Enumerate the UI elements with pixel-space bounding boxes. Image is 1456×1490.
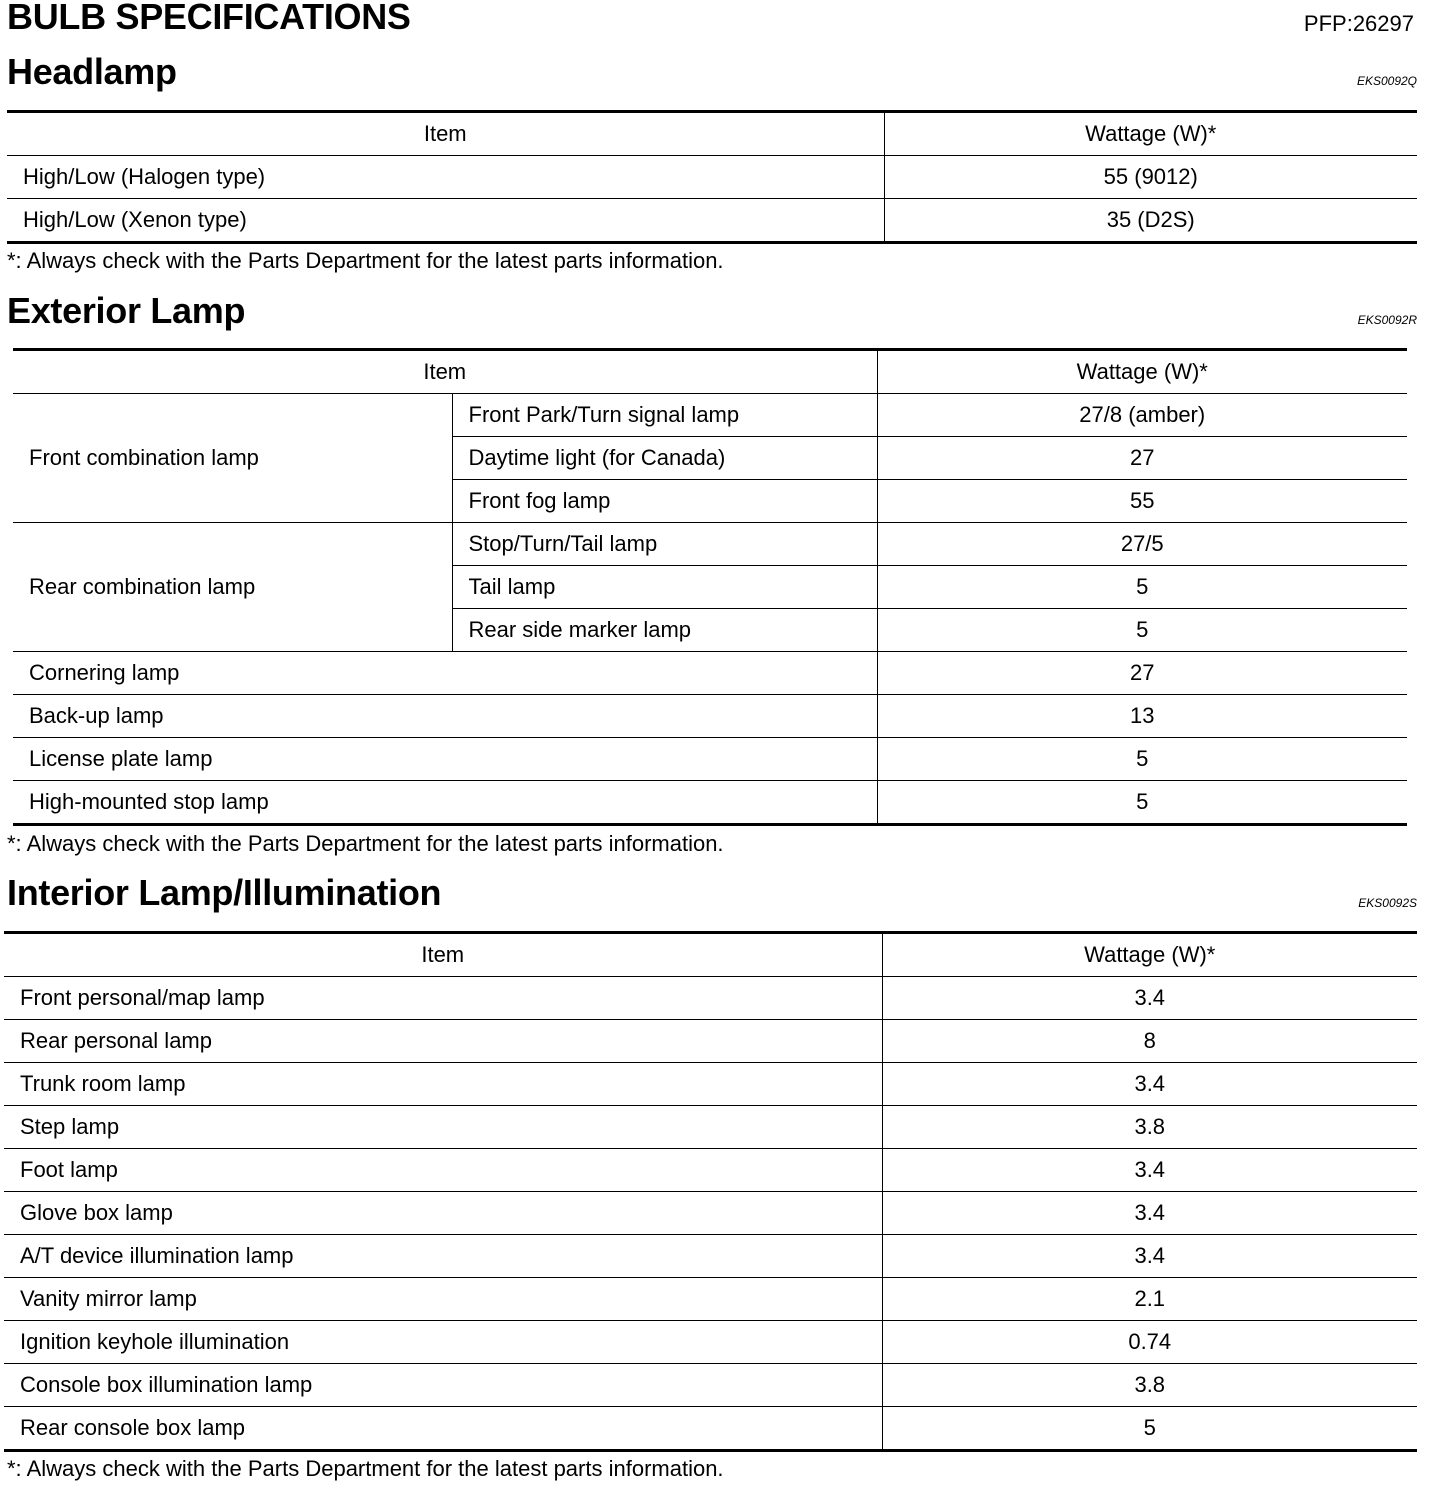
item-cell: Ignition keyhole illumination xyxy=(4,1321,882,1364)
headlamp-table xyxy=(7,110,1417,244)
col-wattage-header: Wattage (W)* xyxy=(877,350,1407,394)
table-row xyxy=(4,1364,1417,1407)
wattage-cell: 3.4 xyxy=(882,977,1417,1020)
pfp-code: PFP:26297 xyxy=(1303,11,1414,36)
exterior-title: Exterior Lamp xyxy=(7,290,246,331)
wattage-cell: 2.1 xyxy=(882,1278,1417,1321)
wattage-cell: 3.4 xyxy=(882,1192,1417,1235)
table-header-row xyxy=(13,350,1407,394)
col-wattage-header: Wattage (W)* xyxy=(884,112,1417,156)
item-cell: Rear personal lamp xyxy=(4,1020,882,1063)
wattage-cell: 3.8 xyxy=(882,1106,1417,1149)
col-wattage-header: Wattage (W)* xyxy=(882,933,1417,977)
wattage-cell: 5 xyxy=(877,609,1407,652)
item-cell: Tail lamp xyxy=(452,566,877,609)
table-row xyxy=(4,1235,1417,1278)
table-row xyxy=(13,781,1407,825)
table-row xyxy=(4,1106,1417,1149)
table-row xyxy=(4,1321,1417,1364)
item-cell: Front personal/map lamp xyxy=(4,977,882,1020)
table-row xyxy=(4,1192,1417,1235)
exterior-code: EKS0092R xyxy=(1357,313,1417,327)
item-cell: Cornering lamp xyxy=(13,652,877,695)
wattage-cell: 8 xyxy=(882,1020,1417,1063)
item-cell: Front fog lamp xyxy=(452,480,877,523)
item-cell: Step lamp xyxy=(4,1106,882,1149)
group-cell: Front combination lamp xyxy=(13,394,452,523)
wattage-cell: 27 xyxy=(877,437,1407,480)
col-item-header: Item xyxy=(13,350,877,394)
headlamp-code: EKS0092Q xyxy=(1356,74,1417,88)
col-item-header: Item xyxy=(4,933,882,977)
headlamp-title: Headlamp xyxy=(7,51,177,92)
item-cell: High-mounted stop lamp xyxy=(13,781,877,825)
wattage-cell: 3.4 xyxy=(882,1149,1417,1192)
wattage-cell: 27 xyxy=(877,652,1407,695)
wattage-cell: 27/8 (amber) xyxy=(877,394,1407,437)
wattage-cell: 55 xyxy=(877,480,1407,523)
headlamp-footnote: *: Always check with the Parts Department for the latest parts information. xyxy=(7,248,724,273)
exterior-table xyxy=(13,348,1407,826)
table-row xyxy=(4,1063,1417,1106)
wattage-cell: 3.4 xyxy=(882,1063,1417,1106)
wattage-cell: 3.8 xyxy=(882,1364,1417,1407)
item-cell: Front Park/Turn signal lamp xyxy=(452,394,877,437)
table-row xyxy=(13,523,1407,566)
table-row xyxy=(4,1278,1417,1321)
item-cell: Glove box lamp xyxy=(4,1192,882,1235)
wattage-cell: 13 xyxy=(877,695,1407,738)
interior-title: Interior Lamp/Illumination xyxy=(7,872,442,913)
wattage-cell: 27/5 xyxy=(877,523,1407,566)
exterior-footnote: *: Always check with the Parts Department for the latest parts information. xyxy=(7,831,724,856)
table-row xyxy=(7,199,1417,243)
item-cell: Rear side marker lamp xyxy=(452,609,877,652)
col-item-header: Item xyxy=(7,112,884,156)
item-cell: Console box illumination lamp xyxy=(4,1364,882,1407)
item-cell: High/Low (Halogen type) xyxy=(7,156,884,199)
table-row xyxy=(4,1407,1417,1451)
item-cell: Vanity mirror lamp xyxy=(4,1278,882,1321)
item-cell: High/Low (Xenon type) xyxy=(7,199,884,243)
wattage-cell: 5 xyxy=(882,1407,1417,1451)
wattage-cell: 3.4 xyxy=(882,1235,1417,1278)
page-title: BULB SPECIFICATIONS xyxy=(7,0,411,37)
item-cell: Daytime light (for Canada) xyxy=(452,437,877,480)
wattage-cell: 5 xyxy=(877,738,1407,781)
table-row xyxy=(13,695,1407,738)
wattage-cell: 5 xyxy=(877,781,1407,825)
interior-code: EKS0092S xyxy=(1358,896,1417,910)
table-header-row xyxy=(7,112,1417,156)
table-row xyxy=(13,652,1407,695)
group-cell: Rear combination lamp xyxy=(13,523,452,652)
item-cell: Trunk room lamp xyxy=(4,1063,882,1106)
item-cell: Stop/Turn/Tail lamp xyxy=(452,523,877,566)
table-row xyxy=(4,1020,1417,1063)
wattage-cell: 55 (9012) xyxy=(884,156,1417,199)
table-row xyxy=(4,977,1417,1020)
item-cell: License plate lamp xyxy=(13,738,877,781)
wattage-cell: 5 xyxy=(877,566,1407,609)
table-row xyxy=(13,738,1407,781)
wattage-cell: 35 (D2S) xyxy=(884,199,1417,243)
table-row xyxy=(13,394,1407,437)
item-cell: Rear console box lamp xyxy=(4,1407,882,1451)
item-cell: Foot lamp xyxy=(4,1149,882,1192)
table-row xyxy=(7,156,1417,199)
table-header-row xyxy=(4,933,1417,977)
interior-footnote: *: Always check with the Parts Department for the latest parts information. xyxy=(7,1456,724,1481)
table-row xyxy=(4,1149,1417,1192)
interior-table xyxy=(4,931,1417,1452)
item-cell: A/T device illumination lamp xyxy=(4,1235,882,1278)
wattage-cell: 0.74 xyxy=(882,1321,1417,1364)
item-cell: Back-up lamp xyxy=(13,695,877,738)
